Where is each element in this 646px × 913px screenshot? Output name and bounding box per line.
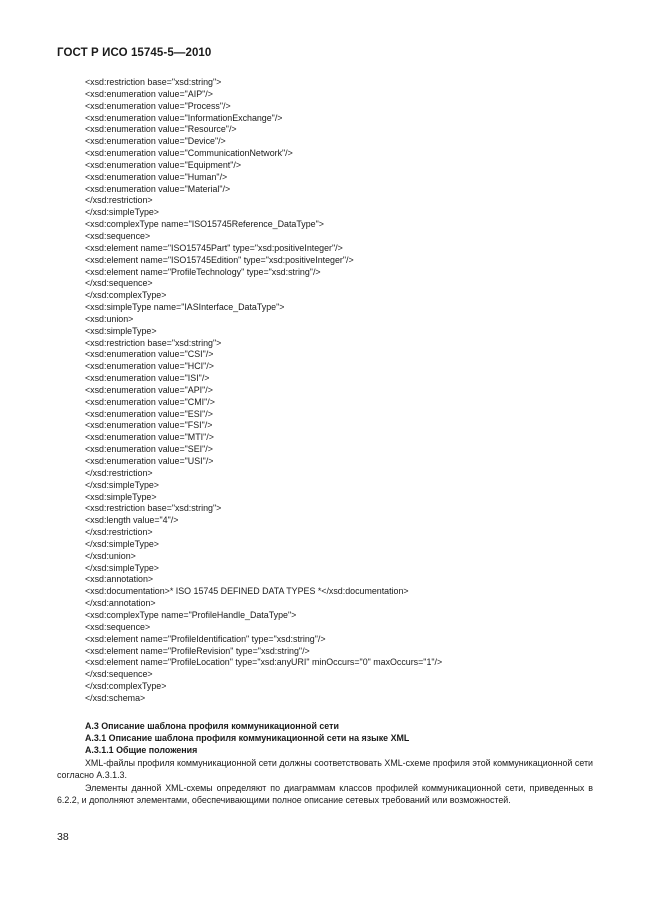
- paragraph-schema-elements: Элементы данной XML-схемы определяют по диаграммам классов профилей коммуникационной сети, приведенных в 6.2.2, и дополняют элементами, обеспечивающими полное описание сетевых требований или возможностей.: [57, 783, 593, 806]
- code-line: </xsd:complexType>: [85, 290, 167, 301]
- code-line: <xsd:enumeration value="HCI"/>: [85, 361, 214, 372]
- code-line: </xsd:union>: [85, 550, 136, 561]
- code-line: <xsd:enumeration value="ESI"/>: [85, 408, 213, 419]
- code-line: <xsd:enumeration value="CSI"/>: [85, 349, 214, 360]
- page-header: ГОСТ Р ИСО 15745-5—2010: [57, 47, 212, 59]
- code-line: </xsd:schema>: [85, 692, 146, 703]
- code-line: <xsd:simpleType>: [85, 491, 157, 502]
- code-line: <xsd:union>: [85, 313, 134, 324]
- code-line: </xsd:restriction>: [85, 527, 153, 538]
- code-line: <xsd:enumeration value="Resource"/>: [85, 124, 237, 135]
- code-line: <xsd:enumeration value="Device"/>: [85, 136, 226, 147]
- code-line: <xsd:element name="ProfileLocation" type="xsd:anyURI" minOccurs="0" maxOccurs="1"/>: [85, 657, 443, 668]
- code-line: <xsd:sequence>: [85, 621, 151, 632]
- xsd-code-listing: [85, 77, 442, 705]
- code-line: <xsd:element name="ProfileTechnology" type="xsd:string"/>: [85, 266, 321, 277]
- code-line: <xsd:enumeration value="CMI"/>: [85, 396, 215, 407]
- section-heading-a31: А.3.1 Описание шаблона профиля коммуникационной сети на языке XML: [85, 733, 410, 743]
- code-line: <xsd:complexType name="ISO15745Reference_DataType">: [85, 219, 324, 230]
- code-line: <xsd:restriction base="xsd:string">: [85, 337, 222, 348]
- code-line: <xsd:simpleType name="IASInterface_DataType">: [85, 302, 285, 313]
- code-line: <xsd:sequence>: [85, 230, 151, 241]
- code-line: <xsd:annotation>: [85, 574, 154, 585]
- code-line: <xsd:enumeration value="InformationExchange"/>: [85, 112, 283, 123]
- code-line: <xsd:enumeration value="ISI"/>: [85, 373, 210, 384]
- code-line: <xsd:enumeration value="Material"/>: [85, 183, 231, 194]
- code-line: <xsd:length value="4"/>: [85, 515, 179, 526]
- code-line: <xsd:restriction base="xsd:string">: [85, 77, 222, 87]
- code-line: <xsd:enumeration value="MTI"/>: [85, 432, 214, 443]
- code-line: <xsd:enumeration value="SEI"/>: [85, 444, 213, 455]
- code-line: <xsd:documentation>* ISO 15745 DEFINED DATA TYPES *</xsd:documentation>: [85, 586, 409, 597]
- code-line: </xsd:simpleType>: [85, 562, 159, 573]
- code-line: <xsd:complexType name="ProfileHandle_DataType">: [85, 609, 297, 620]
- code-line: <xsd:enumeration value="Equipment"/>: [85, 159, 242, 170]
- code-line: <xsd:element name="ISO15745Part" type="xsd:positiveInteger"/>: [85, 242, 343, 253]
- code-line: <xsd:enumeration value="FSI"/>: [85, 420, 213, 431]
- page-number: 38: [57, 831, 69, 843]
- code-line: </xsd:restriction>: [85, 195, 153, 206]
- code-line: <xsd:enumeration value="Process"/>: [85, 100, 231, 111]
- code-line: </xsd:simpleType>: [85, 538, 159, 549]
- code-line: <xsd:restriction base="xsd:string">: [85, 503, 222, 514]
- code-line: <xsd:element name="ProfileRevision" type="xsd:string"/>: [85, 645, 310, 656]
- code-line: <xsd:enumeration value="API"/>: [85, 384, 213, 395]
- code-line: </xsd:sequence>: [85, 669, 153, 680]
- code-line: </xsd:simpleType>: [85, 207, 159, 218]
- section-heading-a311: А.3.1.1 Общие положения: [85, 745, 198, 755]
- code-line: </xsd:sequence>: [85, 278, 153, 289]
- code-line: </xsd:simpleType>: [85, 479, 159, 490]
- code-line: <xsd:enumeration value="AIP"/>: [85, 88, 213, 99]
- code-line: </xsd:complexType>: [85, 681, 167, 692]
- code-line: </xsd:restriction>: [85, 467, 153, 478]
- code-line: <xsd:enumeration value="USI"/>: [85, 456, 214, 466]
- code-line: <xsd:enumeration value="CommunicationNetwork"/>: [85, 148, 293, 159]
- code-line: </xsd:annotation>: [85, 598, 156, 609]
- code-line: <xsd:simpleType>: [85, 325, 157, 336]
- code-line: <xsd:element name="ProfileIdentification" type="xsd:string"/>: [85, 633, 326, 644]
- paragraph-xml-files: XML-файлы профиля коммуникационной сети должны соответствовать XML-схеме профиля этой коммуникационной сети согласно А.3.1.3.: [57, 758, 593, 781]
- section-heading-a3: А.3 Описание шаблона профиля коммуникационной сети: [85, 721, 339, 731]
- code-line: <xsd:enumeration value="Human"/>: [85, 171, 228, 182]
- code-line: <xsd:element name="ISO15745Edition" type="xsd:positiveInteger"/>: [85, 254, 354, 265]
